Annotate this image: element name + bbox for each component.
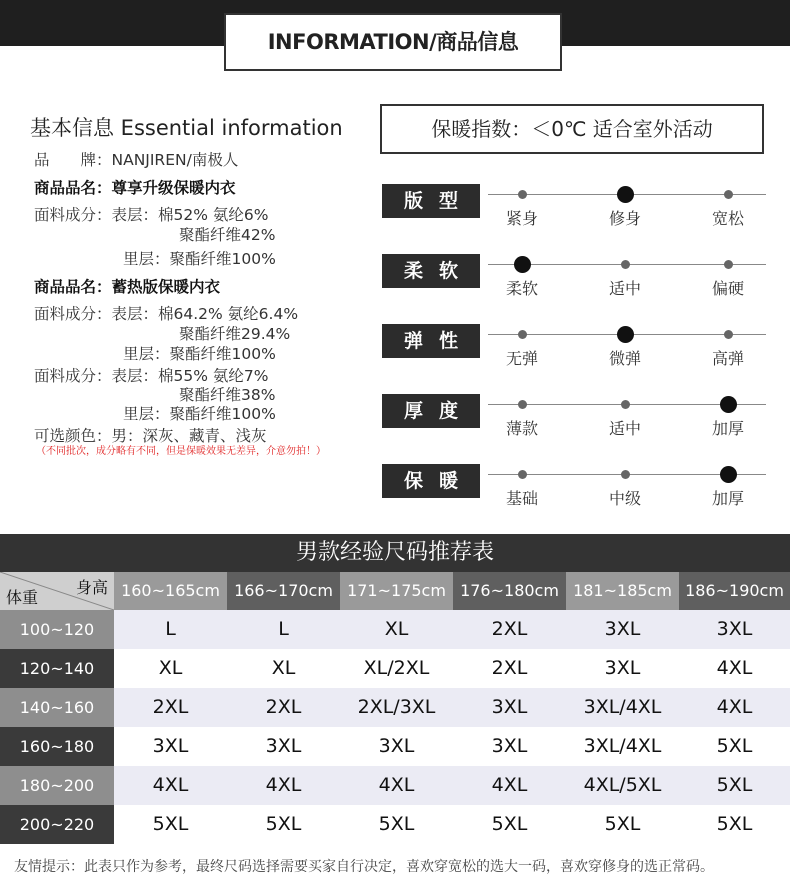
scale-dot (518, 190, 527, 199)
fabric-line: 面料成分：表层：棉52% 氨纶6% (34, 206, 269, 224)
friendly-tip: 友情提示：此表只作为参考，最终尺码选择需要买家自行决定，喜欢穿宽松的选大一码，喜欢穿修身的选正常码。 (14, 859, 714, 875)
size-cell: 4XL (679, 688, 790, 727)
size-cell: 5XL (566, 805, 679, 844)
height-column-header: 176~180cm (453, 572, 566, 610)
size-cell: 5XL (679, 766, 790, 805)
scale-option-label: 中级 (608, 489, 641, 508)
fabric-line: 里层：聚酯纤维100% (123, 405, 276, 423)
size-cell: 5XL (340, 805, 453, 844)
fabric-line: 面料成分：表层：棉55% 氨纶7% (34, 367, 269, 385)
size-cell: L (114, 610, 227, 649)
scale-dot (518, 400, 527, 409)
size-cell: 3XL (114, 727, 227, 766)
scale-option-label: 适中 (608, 419, 641, 438)
size-cell: L (227, 610, 340, 649)
scale-option-label: 紧身 (505, 209, 538, 228)
selected-scale-dot (617, 186, 634, 203)
size-cell: 4XL (679, 649, 790, 688)
height-column-header: 166~170cm (227, 572, 340, 610)
page-title: INFORMATION/商品信息 (224, 13, 562, 71)
size-cell: XL (340, 610, 453, 649)
scale-option-label: 修身 (608, 209, 641, 228)
size-cell: 3XL/4XL (566, 727, 679, 766)
size-cell: 3XL (340, 727, 453, 766)
scale-option-label: 加厚 (711, 419, 744, 438)
height-column-header: 186~190cm (679, 572, 790, 610)
size-cell: 5XL (227, 805, 340, 844)
batch-notice: （不同批次，成分略有不同，但是保暖效果无差异，介意勿拍！） (36, 446, 326, 457)
size-cell: 4XL/5XL (566, 766, 679, 805)
size-cell: 2XL (227, 688, 340, 727)
scale-dot (724, 190, 733, 199)
height-column-header: 181~185cm (566, 572, 679, 610)
size-cell: XL (227, 649, 340, 688)
size-cell: 3XL (566, 649, 679, 688)
scale-dot (621, 400, 630, 409)
attribute-label: 柔软 (382, 254, 480, 288)
height-column-header: 160~165cm (114, 572, 227, 610)
fabric-line: 里层：聚酯纤维100% (123, 250, 276, 268)
scale-option-label: 适中 (608, 279, 641, 298)
fabric-line: 聚酯纤维38% (179, 386, 276, 404)
scale-option-label: 柔软 (505, 279, 538, 298)
scale-option-label: 微弹 (608, 349, 641, 368)
size-cell: XL (114, 649, 227, 688)
size-cell: 3XL/4XL (566, 688, 679, 727)
attribute-label: 版型 (382, 184, 480, 218)
scale-option-label: 宽松 (711, 209, 744, 228)
size-cell: 3XL (227, 727, 340, 766)
height-column-header: 171~175cm (340, 572, 453, 610)
selected-scale-dot (720, 396, 737, 413)
weight-row-header: 140~160 (0, 688, 114, 727)
color-options-line: 可选颜色：男：深灰、藏青、浅灰 (34, 427, 267, 445)
scale-option-label: 加厚 (711, 489, 744, 508)
size-cell: 5XL (679, 727, 790, 766)
scale-dot (518, 330, 527, 339)
table-corner (0, 572, 114, 610)
scale-option-label: 无弹 (505, 349, 538, 368)
size-cell: 3XL (679, 610, 790, 649)
scale-dot (621, 470, 630, 479)
fabric-line: 聚酯纤维29.4% (179, 325, 291, 343)
size-cell: 5XL (453, 805, 566, 844)
size-cell: 4XL (453, 766, 566, 805)
fabric-line: 里层：聚酯纤维100% (123, 345, 276, 363)
scale-option-label: 偏硬 (711, 279, 744, 298)
scale-dot (724, 330, 733, 339)
size-cell: 2XL (453, 649, 566, 688)
size-cell: 3XL (566, 610, 679, 649)
selected-scale-dot (514, 256, 531, 273)
height-axis-label: 身高 (75, 578, 108, 597)
warmth-index-box: 保暖指数：＜0℃ 适合室外活动 (380, 104, 764, 154)
size-cell: 2XL (453, 610, 566, 649)
size-cell: 4XL (340, 766, 453, 805)
weight-row-header: 160~180 (0, 727, 114, 766)
selected-scale-dot (617, 326, 634, 343)
attribute-label: 保暖 (382, 464, 480, 498)
size-cell: 4XL (227, 766, 340, 805)
size-cell: 5XL (114, 805, 227, 844)
brand-line: 品 牌：NANJIREN/南极人 (34, 151, 239, 169)
weight-axis-label: 体重 (6, 588, 39, 607)
fabric-line: 面料成分：表层：棉64.2% 氨纶6.4% (34, 305, 299, 323)
product-name-line: 商品品名：蓄热版保暖内衣 (34, 278, 221, 296)
size-cell: XL/2XL (340, 649, 453, 688)
weight-row-header: 100~120 (0, 610, 114, 649)
scale-option-label: 薄款 (505, 419, 538, 438)
basic-info-heading: 基本信息 Essential information (30, 116, 343, 140)
size-cell: 3XL (453, 727, 566, 766)
attribute-label: 弹性 (382, 324, 480, 358)
product-name-line: 商品品名：尊享升级保暖内衣 (34, 179, 236, 197)
selected-scale-dot (720, 466, 737, 483)
weight-row-header: 180~200 (0, 766, 114, 805)
weight-row-header: 200~220 (0, 805, 114, 844)
size-cell: 5XL (679, 805, 790, 844)
scale-option-label: 高弹 (711, 349, 744, 368)
size-cell: 2XL/3XL (340, 688, 453, 727)
size-cell: 4XL (114, 766, 227, 805)
size-chart-title: 男款经验尺码推荐表 (0, 534, 790, 572)
weight-row-header: 120~140 (0, 649, 114, 688)
scale-dot (621, 260, 630, 269)
scale-option-label: 基础 (505, 489, 538, 508)
size-cell: 3XL (453, 688, 566, 727)
scale-dot (724, 260, 733, 269)
size-cell: 2XL (114, 688, 227, 727)
attribute-label: 厚度 (382, 394, 480, 428)
fabric-line: 聚酯纤维42% (179, 226, 276, 244)
scale-dot (518, 470, 527, 479)
